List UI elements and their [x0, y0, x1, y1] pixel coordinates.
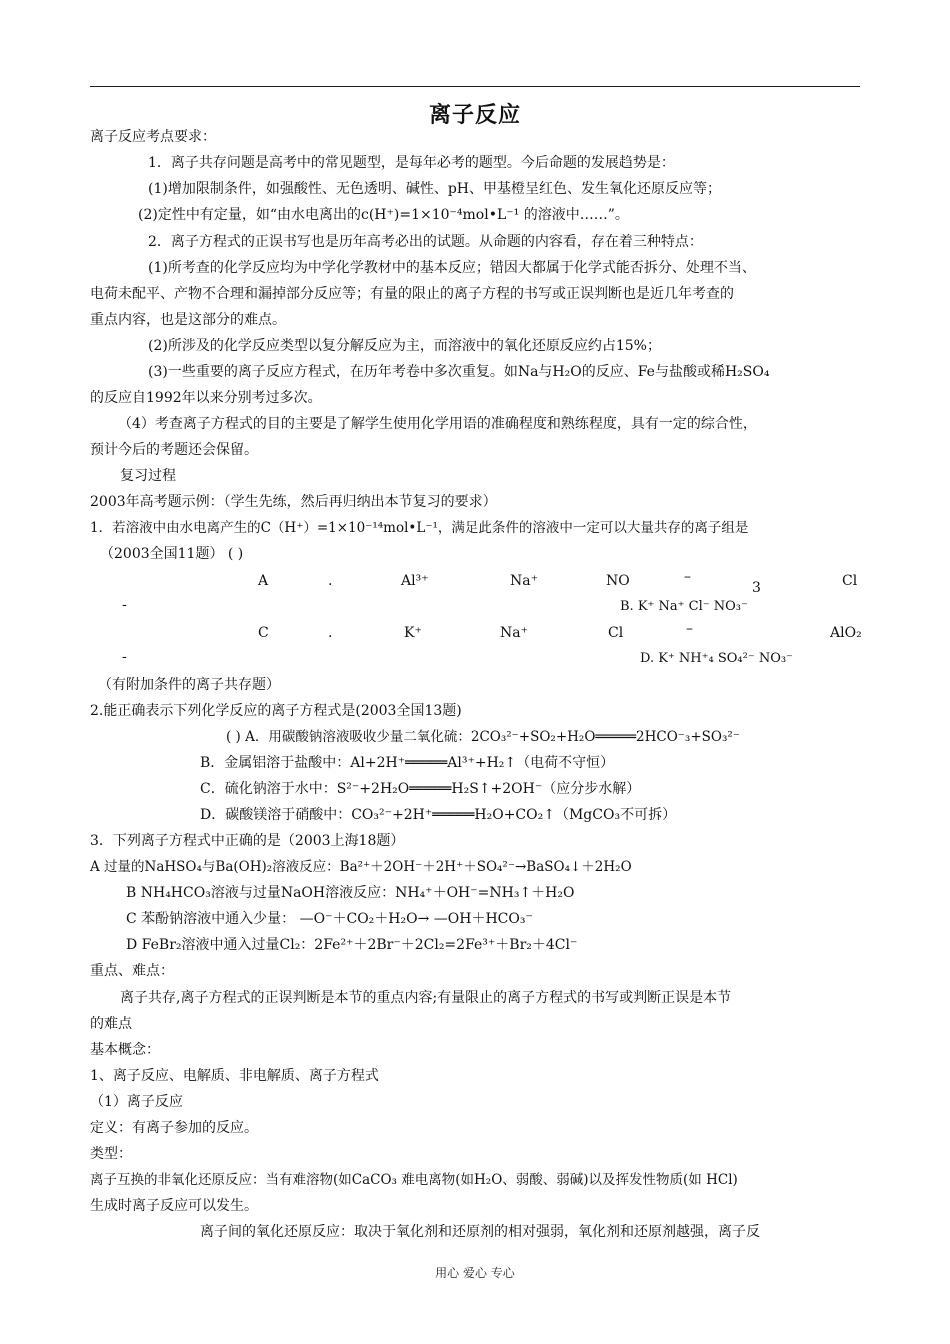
text-line: 重点内容，也是这部分的难点。 [90, 312, 286, 328]
header-rule [90, 86, 860, 87]
option-c-label: C [258, 625, 269, 641]
option-a-ion: Cl [842, 573, 858, 589]
page-title: 离子反应 [428, 103, 521, 128]
option-c-ion: K⁺ [404, 625, 422, 641]
question-2: 2.能正确表示下列化学反应的离子方程式是(2003全国13题) [90, 703, 462, 719]
text-line: (2)所涉及的化学反应类型以复分解反应为主，而溶液中的氧化还原反应约占15%； [148, 338, 661, 354]
option-line: B．金属铝溶于盐酸中：Al+2H⁺═════Al³⁺+H₂↑（电荷不守恒） [200, 755, 615, 771]
option-a-ion: Al³⁺ [401, 573, 429, 589]
text-line: 2．离子方程式的正误书写也是历年高考必出的试题。从命题的内容看，存在着三种特点： [148, 234, 703, 250]
text-line: (1)增加限制条件，如强酸性、无色透明、碱性、pH、甲基橙呈红色、发生氧化还原反应等； [148, 181, 721, 197]
text-line: 离子互换的非氧化还原反应：当有难溶物(如CaCO₃ 难电离物(如H₂O、弱酸、弱碱)以及挥发性物质(如 HCl) [90, 1172, 738, 1188]
text-line: 离子共存,离子方程式的正误判断是本节的重点内容;有量限止的离子方程式的书写或判断正误是本节 [120, 990, 732, 1006]
text-line: （有附加条件的离子共存题） [98, 677, 280, 693]
option-c-ion: AlO₂ [830, 625, 862, 641]
option-line: B NH₄HCO₃溶液与过量NaOH溶液反应：NH₄⁺＋OH⁻=NH₃↑＋H₂O [126, 885, 575, 901]
option-line: D．碳酸镁溶于硝酸中：CO₃²⁻+2H⁺═════H₂O+CO₂↑（MgCO₃不可拆） [200, 807, 677, 823]
question-3: 3．下列离子方程式中正确的是（2003上海18题） [90, 833, 405, 849]
option-a-ion: Na⁺ [510, 573, 538, 589]
text-line: 1．离子共存问题是高考中的常见题型，是每年必考的题型。今后命题的发展趋势是： [148, 155, 675, 171]
text-line: （2003全国11题） ( ) [100, 546, 244, 562]
text-line: 1、离子反应、电解质、非电解质、离子方程式 [90, 1068, 379, 1084]
text-line: 预计今后的考题还会保留。 [90, 442, 258, 458]
text-line: 离子间的氧化还原反应：取决于氧化剂和还原剂的相对强弱，氧化剂和还原剂越强，离子反 [200, 1224, 760, 1240]
option-line: A 过量的NaHSO₄与Ba(OH)₂溶液反应：Ba²⁺＋2OH⁻＋2H⁺＋SO₄²⁻→BaSO₄↓＋2H₂O [90, 859, 632, 875]
page-footer: 用心 爱心 专心 [435, 1266, 515, 1280]
text-line: 离子反应考点要求： [90, 129, 216, 145]
option-line: D FeBr₂溶液中通入过量Cl₂：2Fe²⁺＋2Br⁻＋2Cl₂=2Fe³⁺＋Br₂＋4Cl⁻ [126, 937, 578, 953]
section-heading: 重点、难点： [90, 963, 174, 979]
option-d: D. K⁺ NH⁺₄ SO₄²⁻ NO₃⁻ [640, 651, 793, 666]
option-a-dash: - [122, 597, 127, 613]
text-line: 电荷未配平、产物不合理和漏掉部分反应等；有量的限止的离子方程的书写或正误判断也是近几年考查的 [90, 286, 734, 302]
text-line: 类型： [90, 1146, 132, 1162]
section-heading: 基本概念： [90, 1042, 160, 1058]
text-line: 2003年高考题示例：（学生先练，然后再归纳出本节复习的要求） [90, 494, 497, 510]
text-line: （4）考查离子方程式的目的主要是了解学生使用化学用语的准确程度和熟练程度，具有一定的综合性， [118, 416, 757, 432]
option-b: B. K⁺ Na⁺ Cl⁻ NO₃⁻ [620, 599, 748, 614]
option-c-ion: Na⁺ [500, 625, 528, 641]
option-c-dash: - [122, 649, 127, 665]
option-line: C．硫化钠溶于水中：S²⁻+2H₂O═════H₂S↑+2OH⁻（应分步水解） [200, 781, 641, 797]
option-a-label: A [258, 573, 269, 589]
text-line: 的难点 [90, 1016, 132, 1032]
option-line: ( ) A．用碳酸钠溶液吸收少量二氧化硫：2CO₃²⁻+SO₂+H₂O═════2HCO⁻₃+SO₃²⁻ [226, 729, 740, 745]
option-line: C 苯酚钠溶液中通入少量： —O⁻＋CO₂＋H₂O→ —OH＋HCO₃⁻ [126, 911, 533, 927]
option-c-dash: – [686, 621, 693, 637]
text-line: 的反应自1992年以来分别考过多次。 [90, 390, 322, 406]
text-line: (3)一些重要的离子反应方程式，在历年考卷中多次重复。如Na与H₂O的反应、Fe与盐酸或稀H₂SO₄ [148, 364, 770, 380]
question-1: 1．若溶液中由水电离产生的C（H⁺）=1×10⁻¹⁴mol•L⁻¹，满足此条件的溶液中一定可以大量共存的离子组是 [90, 520, 749, 536]
option-c-dot: . [328, 625, 333, 641]
option-a-dot: . [328, 573, 333, 589]
text-line: （1）离子反应 [90, 1094, 183, 1110]
text-line: 定义：有离子参加的反应。 [90, 1120, 258, 1136]
text-line: (2)定性中有定量，如“由水电离出的c(H⁺)=1×10⁻⁴mol•L⁻¹ 的溶液中……”。 [138, 207, 629, 223]
text-line: 生成时离子反应可以发生。 [90, 1198, 258, 1214]
option-a-ion: NO [606, 573, 630, 589]
option-c-ion: Cl [608, 625, 624, 641]
section-heading: 复习过程 [120, 468, 176, 484]
option-a-subscript: 3 [752, 580, 761, 596]
option-a-dash: – [684, 569, 691, 585]
text-line: (1)所考查的化学反应均为中学化学教材中的基本反应；错因大都属于化学式能否拆分、处理不当、 [148, 260, 756, 276]
